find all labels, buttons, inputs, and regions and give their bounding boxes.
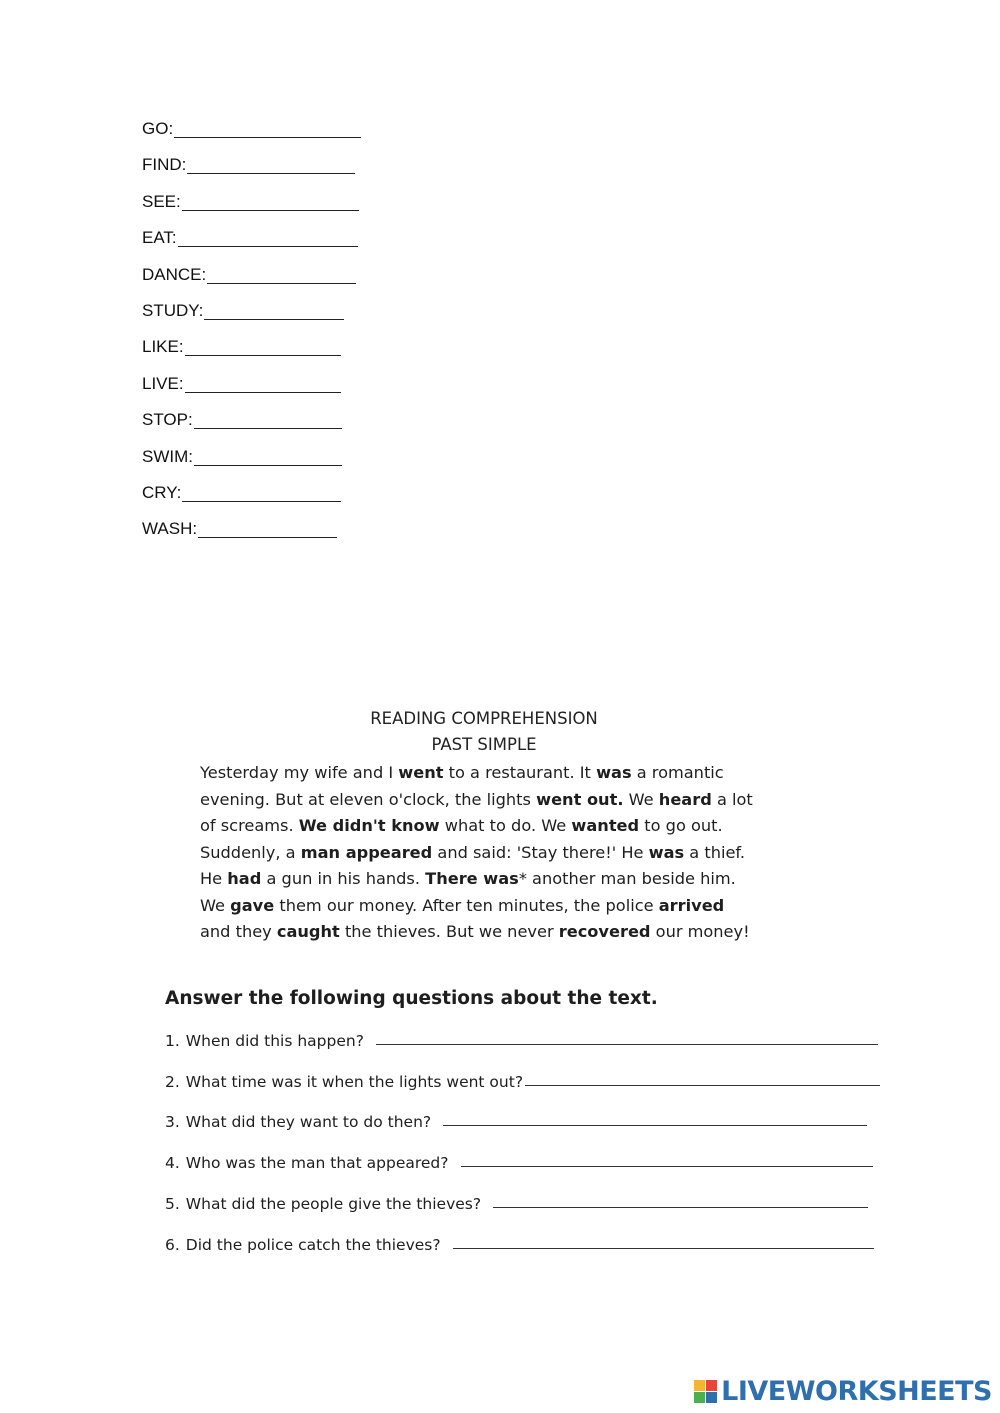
story-verb-bold: We didn't know [298,816,440,835]
story-line [200,760,780,787]
question-number: 3. [165,1113,180,1131]
verb-row [142,300,361,336]
verb-row [142,482,361,518]
verb-answer-blank[interactable] [182,191,359,211]
story-verb-bold: was [596,763,632,782]
verb-answer-blank[interactable] [198,518,337,538]
story-verb-bold: was [648,842,685,862]
question-item [165,1032,878,1050]
verb-label: LIVE: [142,373,184,393]
logo-square [706,1392,717,1403]
question-text: When did this happen? [185,1032,364,1050]
question-number: 5. [165,1195,180,1213]
verb-label: STOP: [142,410,193,430]
story-text-segment: a thief. [684,842,746,862]
question-item [165,1154,873,1172]
story-text-segment: Yesterday my wife and I [200,763,399,782]
verb-answer-blank[interactable] [207,264,356,284]
story-line [200,893,780,920]
story-text-segment: * another man beside him. [518,869,736,888]
verb-row [142,191,361,227]
story-text-segment: evening. But at eleven o'clock, the lights [200,789,537,809]
story-verb-bold: man appeared [300,842,433,862]
logo-mark-icon [694,1380,717,1403]
verb-row [142,446,361,482]
story-verb-bold: had [227,869,262,888]
logo-text: LIVEWORKSHEETS [721,1376,992,1407]
verb-label: EAT: [142,228,177,248]
verb-label: STUDY: [142,300,204,320]
verb-row [142,409,361,445]
questions-heading: Answer the following questions about the text. [165,988,658,1009]
story-text-segment: of screams. [200,816,299,835]
story-verb-bold: heard [658,789,712,809]
story-text-segment: the thieves. But we never [339,922,559,941]
verb-label: GO: [142,119,174,138]
story-line [200,919,780,946]
answer-line[interactable] [453,1247,874,1249]
story-text-segment: Suddenly, a [200,842,301,862]
reading-title: READING COMPREHENSION [370,709,598,728]
story-text-segment: our money! [650,922,750,941]
question-text: Who was the man that appeared? [185,1154,449,1172]
verb-label: FIND: [142,155,187,175]
story-text-segment: We [200,895,231,915]
verb-row [142,518,361,554]
question-number: 4. [165,1154,180,1172]
story-line [200,787,780,814]
verb-answer-blank[interactable] [194,409,342,429]
verb-label: WASH: [142,519,198,539]
story-verb-bold: went [398,763,444,782]
question-text: Did the police catch the thieves? [185,1236,441,1254]
story-text-segment: a lot [711,789,753,809]
story-verb-bold: went out. [536,789,624,809]
verb-answer-blank[interactable] [204,300,344,320]
story-line [200,840,780,867]
story-verb-bold: There was [425,869,519,888]
verb-label: SWIM: [142,446,193,466]
verb-row [142,373,361,409]
question-number: 1. [165,1032,180,1050]
question-item [165,1195,868,1213]
verb-row [142,154,361,190]
verb-label: CRY: [142,482,182,502]
story-text-segment: a romantic [631,763,724,782]
verb-answer-blank[interactable] [182,482,341,502]
logo-square [706,1380,717,1391]
verb-row [142,118,361,154]
story-text-segment: We [623,789,659,809]
story-text-segment: to go out. [639,816,723,835]
verb-label: DANCE: [142,264,207,284]
story-verb-bold: wanted [571,816,640,835]
story-text-segment: to a restaurant. It [443,763,597,782]
answer-line[interactable] [525,1084,880,1086]
answer-line[interactable] [461,1165,874,1167]
question-text: What did they want to do then? [185,1113,432,1131]
verb-answer-blank[interactable] [185,373,341,393]
verb-row [142,336,361,372]
question-text: What time was it when the lights went out? [185,1073,524,1091]
story-text-segment: and they [200,922,277,941]
story-text-segment: and said: 'Stay there!' He [432,842,649,862]
verb-row [142,264,361,300]
logo-square [694,1392,705,1403]
story-verb-bold: arrived [658,895,725,915]
verb-answer-blank[interactable] [187,154,355,174]
verb-answer-blank[interactable] [185,336,341,356]
question-number: 2. [165,1073,180,1091]
story-text-segment: what to do. We [439,816,572,835]
story-text [200,760,780,946]
story-line [200,866,780,893]
verb-label: LIKE: [142,337,184,357]
question-item [165,1236,874,1254]
story-verb-bold: gave [230,895,275,915]
answer-line[interactable] [376,1043,878,1045]
verb-answer-blank[interactable] [194,446,342,466]
reading-subtitle: PAST SIMPLE [431,735,537,754]
verb-list [142,118,361,555]
answer-line[interactable] [443,1124,867,1126]
question-number: 6. [165,1236,180,1254]
question-text: What did the people give the thieves? [185,1195,482,1213]
story-text-segment: them our money. After ten minutes, the police [274,895,659,915]
verb-label: SEE: [142,191,181,211]
story-verb-bold: recovered [558,922,651,941]
verb-answer-blank[interactable] [178,227,358,247]
question-item [165,1073,880,1091]
story-text-segment: He [200,869,228,888]
story-line [200,813,780,840]
verb-answer-blank[interactable] [174,118,361,138]
liveworksheets-logo [694,1376,992,1407]
story-text-segment: a gun in his hands. [261,869,426,888]
story-verb-bold: caught [276,922,340,941]
question-item [165,1113,867,1131]
answer-line[interactable] [493,1206,868,1208]
logo-square [694,1380,705,1391]
verb-row [142,227,361,263]
